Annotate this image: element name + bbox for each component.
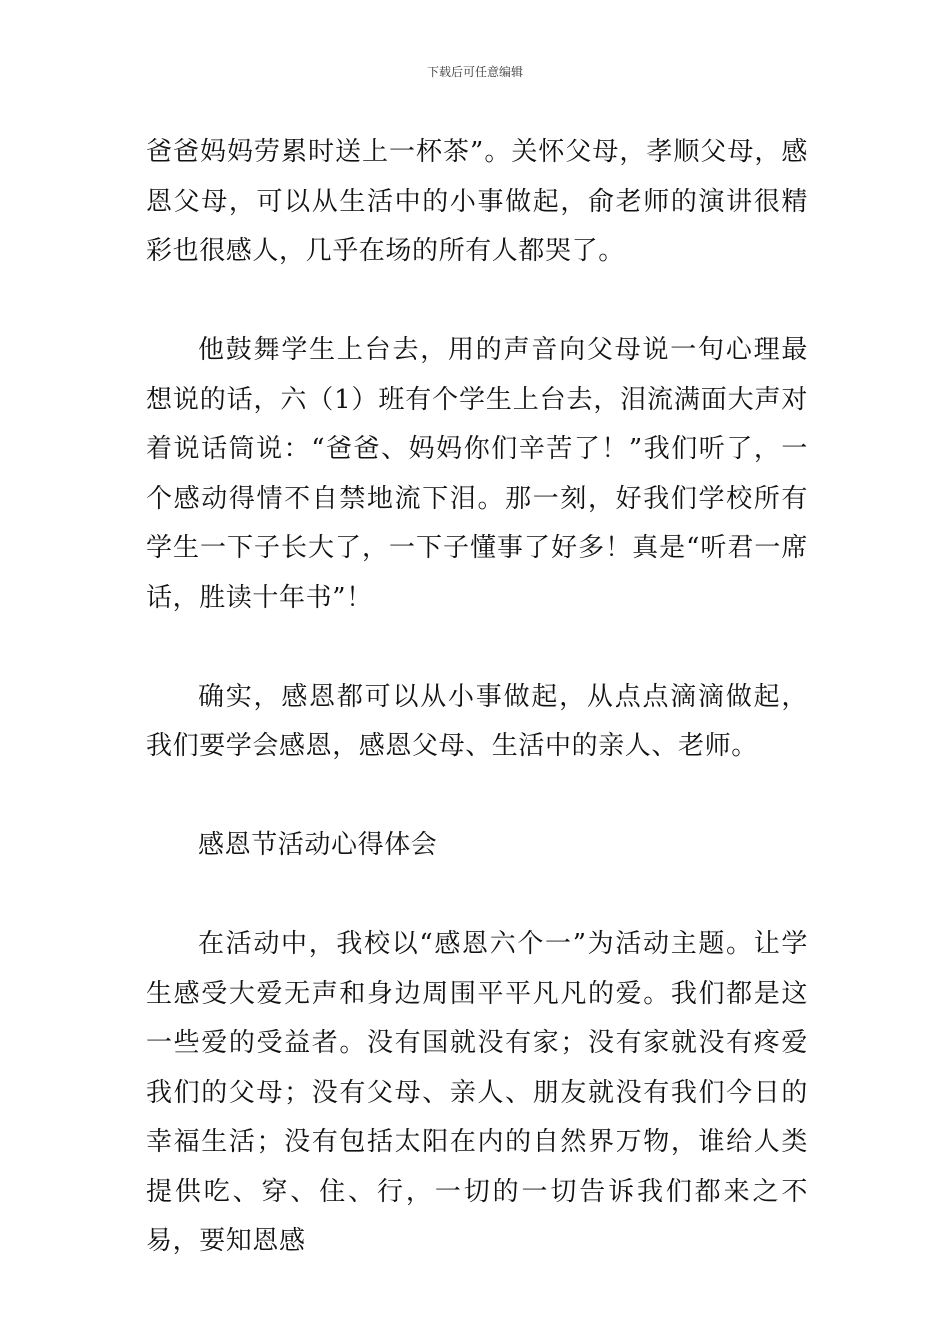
paragraph-spacer (146, 871, 808, 921)
paragraph-speech: 他鼓舞学生上台去，用的声音向父母说一句心理最想说的话，六（1）班有个学生上台去，泪流满面大声对着说话筒说：“爸爸、妈妈你们辛苦了！”我们听了，一个感动得情不自禁地流下泪。那一刻，好我们学校所有学生一下子长大了，一下子懂事了好多！真是“听君一席话，胜读十年书”！ (146, 335, 808, 613)
paragraph-spacer (146, 623, 808, 673)
paragraph-activity: 在活动中，我校以“感恩六个一”为活动主题。让学生感受大爱无声和身边周围平平凡凡的爱。我们都是这一些爱的受益者。没有国就没有家；没有家就没有疼爱我们的父母；没有父母、亲人、朋友就没有我们今日的幸福生活；没有包括太阳在内的自然界万物，谁给人类提供吃、穿、住、行，一切的一切告诉我们都来之不易，要知恩感 (146, 929, 808, 1256)
paragraph-spacer (146, 772, 808, 822)
paragraph-continuation: 爸爸妈妈劳累时送上一杯茶”。关怀父母，孝顺父母，感恩父母，可以从生活中的小事做起，俞老师的演讲很精彩也很感人，几乎在场的所有人都哭了。 (146, 137, 808, 266)
section-title: 感恩节活动心得体会 (198, 830, 438, 860)
document-body (146, 128, 808, 1267)
paragraph-spacer (146, 277, 808, 327)
paragraph-gratitude: 确实，感恩都可以从小事做起，从点点滴滴做起，我们要学会感恩，感恩父母、生活中的亲人、老师。 (146, 681, 808, 761)
page-header: 下载后可任意编辑 (426, 65, 523, 79)
